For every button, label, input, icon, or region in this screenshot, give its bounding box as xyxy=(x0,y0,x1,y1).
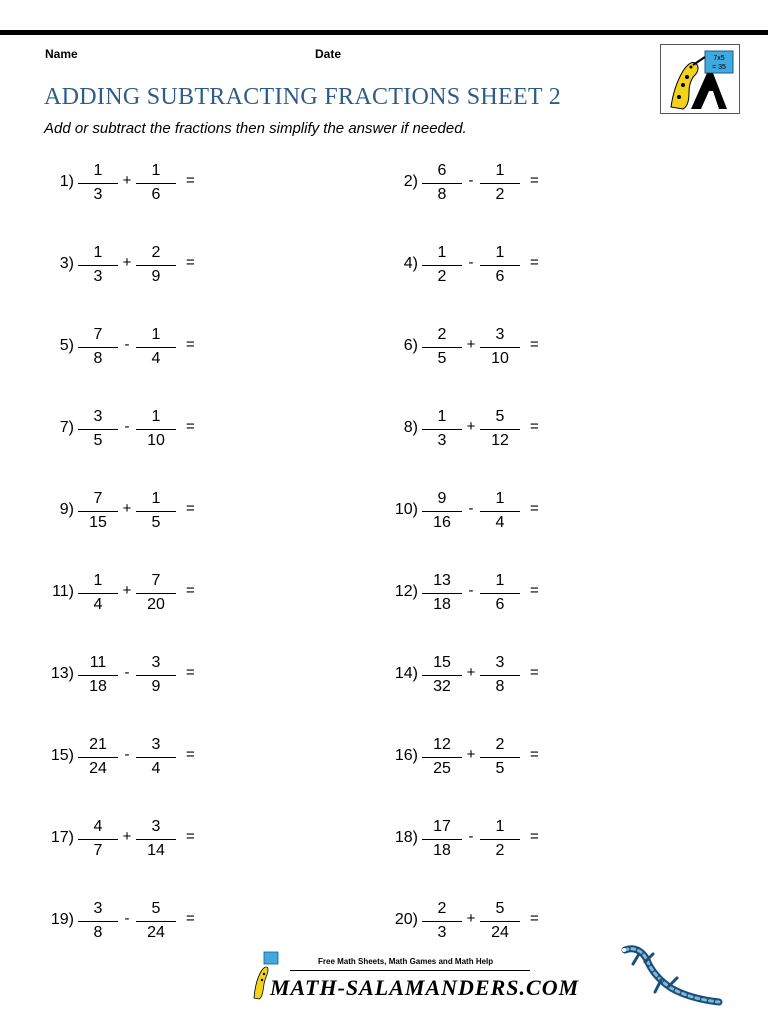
numerator: 1 xyxy=(93,162,103,179)
fraction-bar xyxy=(136,265,176,266)
numerator: 1 xyxy=(437,408,447,425)
problem-number: 6) xyxy=(403,337,418,354)
fraction-bar xyxy=(422,183,462,184)
problem-number: 9) xyxy=(59,501,74,518)
problem-number: 17) xyxy=(50,829,74,846)
fraction-first xyxy=(78,653,118,697)
fraction-first xyxy=(422,571,462,615)
numerator: 4 xyxy=(93,818,103,835)
equals-sign: = xyxy=(530,336,539,353)
problem-number: 4) xyxy=(403,255,418,272)
operator: - xyxy=(124,418,130,435)
operator: + xyxy=(466,336,476,353)
numerator: 1 xyxy=(437,244,447,261)
fraction-bar xyxy=(422,757,462,758)
numerator: 1 xyxy=(495,818,505,835)
fraction-bar xyxy=(78,429,118,430)
fraction-bar xyxy=(78,921,118,922)
denominator: 4 xyxy=(93,596,103,613)
fraction-bar xyxy=(422,511,462,512)
fraction-bar xyxy=(136,675,176,676)
problem-number: 2) xyxy=(403,173,418,190)
problem-18 xyxy=(386,817,606,863)
fraction-bar xyxy=(78,593,118,594)
numerator: 2 xyxy=(495,736,505,753)
numerator: 5 xyxy=(151,900,161,917)
equals-sign: = xyxy=(530,500,539,517)
numerator: 3 xyxy=(151,736,161,753)
problem-10 xyxy=(386,489,606,535)
fraction-first xyxy=(422,407,462,451)
footer-brand: MATH-SALAMANDERS.COM xyxy=(270,975,580,1000)
numerator: 3 xyxy=(495,654,505,671)
fraction-bar xyxy=(78,183,118,184)
fraction-second xyxy=(136,489,176,533)
problem-15 xyxy=(42,735,262,781)
numerator: 1 xyxy=(495,244,505,261)
problem-number: 1) xyxy=(59,173,74,190)
numerator: 17 xyxy=(433,818,451,835)
numerator: 3 xyxy=(151,654,161,671)
denominator: 8 xyxy=(495,678,505,695)
top-rule xyxy=(0,30,768,35)
fraction-bar xyxy=(422,347,462,348)
operator: - xyxy=(468,500,474,517)
fraction-first xyxy=(78,489,118,533)
operator: - xyxy=(124,664,130,681)
operator: - xyxy=(468,582,474,599)
equals-sign: = xyxy=(530,254,539,271)
fraction-second xyxy=(136,571,176,615)
fraction-bar xyxy=(480,265,520,266)
equals-sign: = xyxy=(530,418,539,435)
problem-3 xyxy=(42,243,262,289)
denominator: 5 xyxy=(151,514,161,531)
fraction-second xyxy=(480,817,520,861)
problem-7 xyxy=(42,407,262,453)
fraction-first xyxy=(422,489,462,533)
denominator: 4 xyxy=(151,350,161,367)
instructions: Add or subtract the fractions then simplify the answer if needed. xyxy=(44,120,467,137)
fraction-first xyxy=(422,325,462,369)
denominator: 6 xyxy=(495,268,505,285)
denominator: 15 xyxy=(89,514,107,531)
equals-sign: = xyxy=(186,664,195,681)
denominator: 14 xyxy=(147,842,165,859)
numerator: 1 xyxy=(151,490,161,507)
numerator: 1 xyxy=(495,162,505,179)
numerator: 3 xyxy=(151,818,161,835)
equals-sign: = xyxy=(530,910,539,927)
fraction-bar xyxy=(480,675,520,676)
fraction-second xyxy=(480,899,520,943)
numerator: 13 xyxy=(433,572,451,589)
equals-sign: = xyxy=(186,418,195,435)
fraction-bar xyxy=(136,921,176,922)
problem-13 xyxy=(42,653,262,699)
fraction-second xyxy=(480,735,520,779)
operator: - xyxy=(124,910,130,927)
fraction-first xyxy=(78,161,118,205)
equals-sign: = xyxy=(186,582,195,599)
numerator: 9 xyxy=(437,490,447,507)
numerator: 5 xyxy=(495,900,505,917)
problem-4 xyxy=(386,243,606,289)
denominator: 4 xyxy=(495,514,505,531)
numerator: 6 xyxy=(437,162,447,179)
operator: - xyxy=(124,336,130,353)
equals-sign: = xyxy=(186,828,195,845)
numerator: 1 xyxy=(151,162,161,179)
fraction-bar xyxy=(480,593,520,594)
denominator: 24 xyxy=(491,924,509,941)
fraction-second xyxy=(136,161,176,205)
denominator: 10 xyxy=(147,432,165,449)
name-label: Name xyxy=(45,47,78,61)
fraction-bar xyxy=(422,265,462,266)
fraction-bar xyxy=(136,593,176,594)
footer-tagline: Free Math Sheets, Math Games and Math Help xyxy=(318,957,494,966)
equals-sign: = xyxy=(186,336,195,353)
denominator: 10 xyxy=(491,350,509,367)
operator: + xyxy=(122,172,132,189)
fraction-second xyxy=(136,735,176,779)
fraction-bar xyxy=(136,757,176,758)
denominator: 4 xyxy=(151,760,161,777)
equals-sign: = xyxy=(186,500,195,517)
problem-number: 15) xyxy=(50,747,74,764)
denominator: 16 xyxy=(433,514,451,531)
problem-number: 19) xyxy=(50,911,74,928)
problem-11 xyxy=(42,571,262,617)
operator: + xyxy=(122,254,132,271)
denominator: 3 xyxy=(93,268,103,285)
fraction-first xyxy=(422,817,462,861)
problem-number: 13) xyxy=(50,665,74,682)
numerator: 5 xyxy=(495,408,505,425)
problem-number: 3) xyxy=(59,255,74,272)
problem-number: 16) xyxy=(394,747,418,764)
fraction-bar xyxy=(78,347,118,348)
fraction-second xyxy=(136,899,176,943)
denominator: 20 xyxy=(147,596,165,613)
problem-number: 12) xyxy=(394,583,418,600)
denominator: 18 xyxy=(433,596,451,613)
numerator: 1 xyxy=(495,490,505,507)
operator: - xyxy=(468,254,474,271)
fraction-bar xyxy=(480,757,520,758)
fraction-first xyxy=(78,899,118,943)
operator: - xyxy=(124,746,130,763)
denominator: 7 xyxy=(93,842,103,859)
fraction-second xyxy=(480,571,520,615)
equals-sign: = xyxy=(530,746,539,763)
operator: + xyxy=(466,664,476,681)
problem-number: 5) xyxy=(59,337,74,354)
operator: - xyxy=(468,172,474,189)
numerator: 3 xyxy=(93,900,103,917)
problem-number: 7) xyxy=(59,419,74,436)
fraction-bar xyxy=(422,921,462,922)
denominator: 3 xyxy=(93,186,103,203)
fraction-bar xyxy=(480,921,520,922)
fraction-bar xyxy=(136,347,176,348)
denominator: 2 xyxy=(495,842,505,859)
fraction-first xyxy=(78,817,118,861)
denominator: 2 xyxy=(495,186,505,203)
denominator: 8 xyxy=(93,924,103,941)
worksheet-title: ADDING SUBTRACTING FRACTIONS SHEET 2 xyxy=(44,84,562,110)
fraction-bar xyxy=(136,429,176,430)
problem-8 xyxy=(386,407,606,453)
numerator: 7 xyxy=(93,326,103,343)
fraction-bar xyxy=(78,511,118,512)
equals-sign: = xyxy=(186,254,195,271)
problem-17 xyxy=(42,817,262,863)
equals-sign: = xyxy=(186,746,195,763)
fraction-bar xyxy=(136,511,176,512)
equals-sign: = xyxy=(530,828,539,845)
denominator: 3 xyxy=(437,432,447,449)
numerator: 7 xyxy=(151,572,161,589)
operator: + xyxy=(122,500,132,517)
denominator: 3 xyxy=(437,924,447,941)
fraction-bar xyxy=(422,675,462,676)
denominator: 5 xyxy=(495,760,505,777)
denominator: 18 xyxy=(89,678,107,695)
fraction-bar xyxy=(78,757,118,758)
problem-2 xyxy=(386,161,606,207)
denominator: 32 xyxy=(433,678,451,695)
denominator: 24 xyxy=(89,760,107,777)
numerator: 3 xyxy=(93,408,103,425)
denominator: 2 xyxy=(437,268,447,285)
numerator: 12 xyxy=(433,736,451,753)
fraction-bar xyxy=(78,265,118,266)
numerator: 1 xyxy=(151,408,161,425)
fraction-bar xyxy=(422,429,462,430)
fraction-bar xyxy=(422,593,462,594)
fraction-second xyxy=(136,325,176,369)
problem-5 xyxy=(42,325,262,371)
problem-number: 10) xyxy=(394,501,418,518)
operator: - xyxy=(468,828,474,845)
numerator: 15 xyxy=(433,654,451,671)
fraction-first xyxy=(422,735,462,779)
problem-number: 11) xyxy=(52,583,74,600)
salamander-math-logo-icon xyxy=(660,44,740,114)
fraction-bar xyxy=(480,511,520,512)
salamander-icon xyxy=(615,940,725,1010)
problem-number: 14) xyxy=(394,665,418,682)
fraction-first xyxy=(78,407,118,451)
numerator: 2 xyxy=(437,326,447,343)
fraction-first xyxy=(422,243,462,287)
fraction-second xyxy=(136,817,176,861)
numerator: 7 xyxy=(93,490,103,507)
date-label: Date xyxy=(315,47,342,61)
problem-20 xyxy=(386,899,606,945)
fraction-bar xyxy=(480,839,520,840)
numerator: 1 xyxy=(151,326,161,343)
fraction-bar xyxy=(78,839,118,840)
operator: + xyxy=(122,828,132,845)
fraction-second xyxy=(480,325,520,369)
denominator: 6 xyxy=(495,596,505,613)
problem-6 xyxy=(386,325,606,371)
equals-sign: = xyxy=(530,664,539,681)
equals-sign: = xyxy=(186,910,195,927)
fraction-bar xyxy=(422,839,462,840)
fraction-bar xyxy=(480,183,520,184)
numerator: 2 xyxy=(151,244,161,261)
fraction-bar xyxy=(78,675,118,676)
fraction-first xyxy=(422,653,462,697)
numerator: 1 xyxy=(93,572,103,589)
fraction-bar xyxy=(480,347,520,348)
numerator: 3 xyxy=(495,326,505,343)
fraction-second xyxy=(480,161,520,205)
fraction-second xyxy=(480,407,520,451)
fraction-bar xyxy=(480,429,520,430)
fraction-second xyxy=(136,243,176,287)
denominator: 9 xyxy=(151,678,161,695)
problem-12 xyxy=(386,571,606,617)
problem-19 xyxy=(42,899,262,945)
operator: + xyxy=(466,746,476,763)
denominator: 25 xyxy=(433,760,451,777)
fraction-first xyxy=(78,325,118,369)
equals-sign: = xyxy=(530,582,539,599)
numerator: 1 xyxy=(93,244,103,261)
problem-1 xyxy=(42,161,262,207)
fraction-first xyxy=(422,161,462,205)
numerator: 1 xyxy=(495,572,505,589)
fraction-second xyxy=(480,653,520,697)
problem-number: 8) xyxy=(403,419,418,436)
svg-text:7x5: 7x5 xyxy=(713,55,725,62)
problem-number: 20) xyxy=(394,911,418,928)
problem-16 xyxy=(386,735,606,781)
denominator: 24 xyxy=(147,924,165,941)
operator: + xyxy=(122,582,132,599)
denominator: 5 xyxy=(93,432,103,449)
fraction-bar xyxy=(136,183,176,184)
fraction-second xyxy=(480,489,520,533)
fraction-second xyxy=(480,243,520,287)
operator: + xyxy=(466,910,476,927)
denominator: 12 xyxy=(491,432,509,449)
fraction-first xyxy=(78,735,118,779)
numerator: 2 xyxy=(437,900,447,917)
footer-divider xyxy=(290,970,530,971)
denominator: 5 xyxy=(437,350,447,367)
numerator: 21 xyxy=(89,736,107,753)
fraction-second xyxy=(136,407,176,451)
denominator: 6 xyxy=(151,186,161,203)
fraction-first xyxy=(78,243,118,287)
fraction-first xyxy=(422,899,462,943)
svg-text:= 35: = 35 xyxy=(712,64,726,71)
equals-sign: = xyxy=(530,172,539,189)
problem-14 xyxy=(386,653,606,699)
fraction-second xyxy=(136,653,176,697)
numerator: 11 xyxy=(89,654,107,671)
equals-sign: = xyxy=(186,172,195,189)
problem-number: 18) xyxy=(394,829,418,846)
fraction-bar xyxy=(136,839,176,840)
fraction-first xyxy=(78,571,118,615)
denominator: 9 xyxy=(151,268,161,285)
operator: + xyxy=(466,418,476,435)
problem-9 xyxy=(42,489,262,535)
denominator: 8 xyxy=(93,350,103,367)
denominator: 18 xyxy=(433,842,451,859)
denominator: 8 xyxy=(437,186,447,203)
